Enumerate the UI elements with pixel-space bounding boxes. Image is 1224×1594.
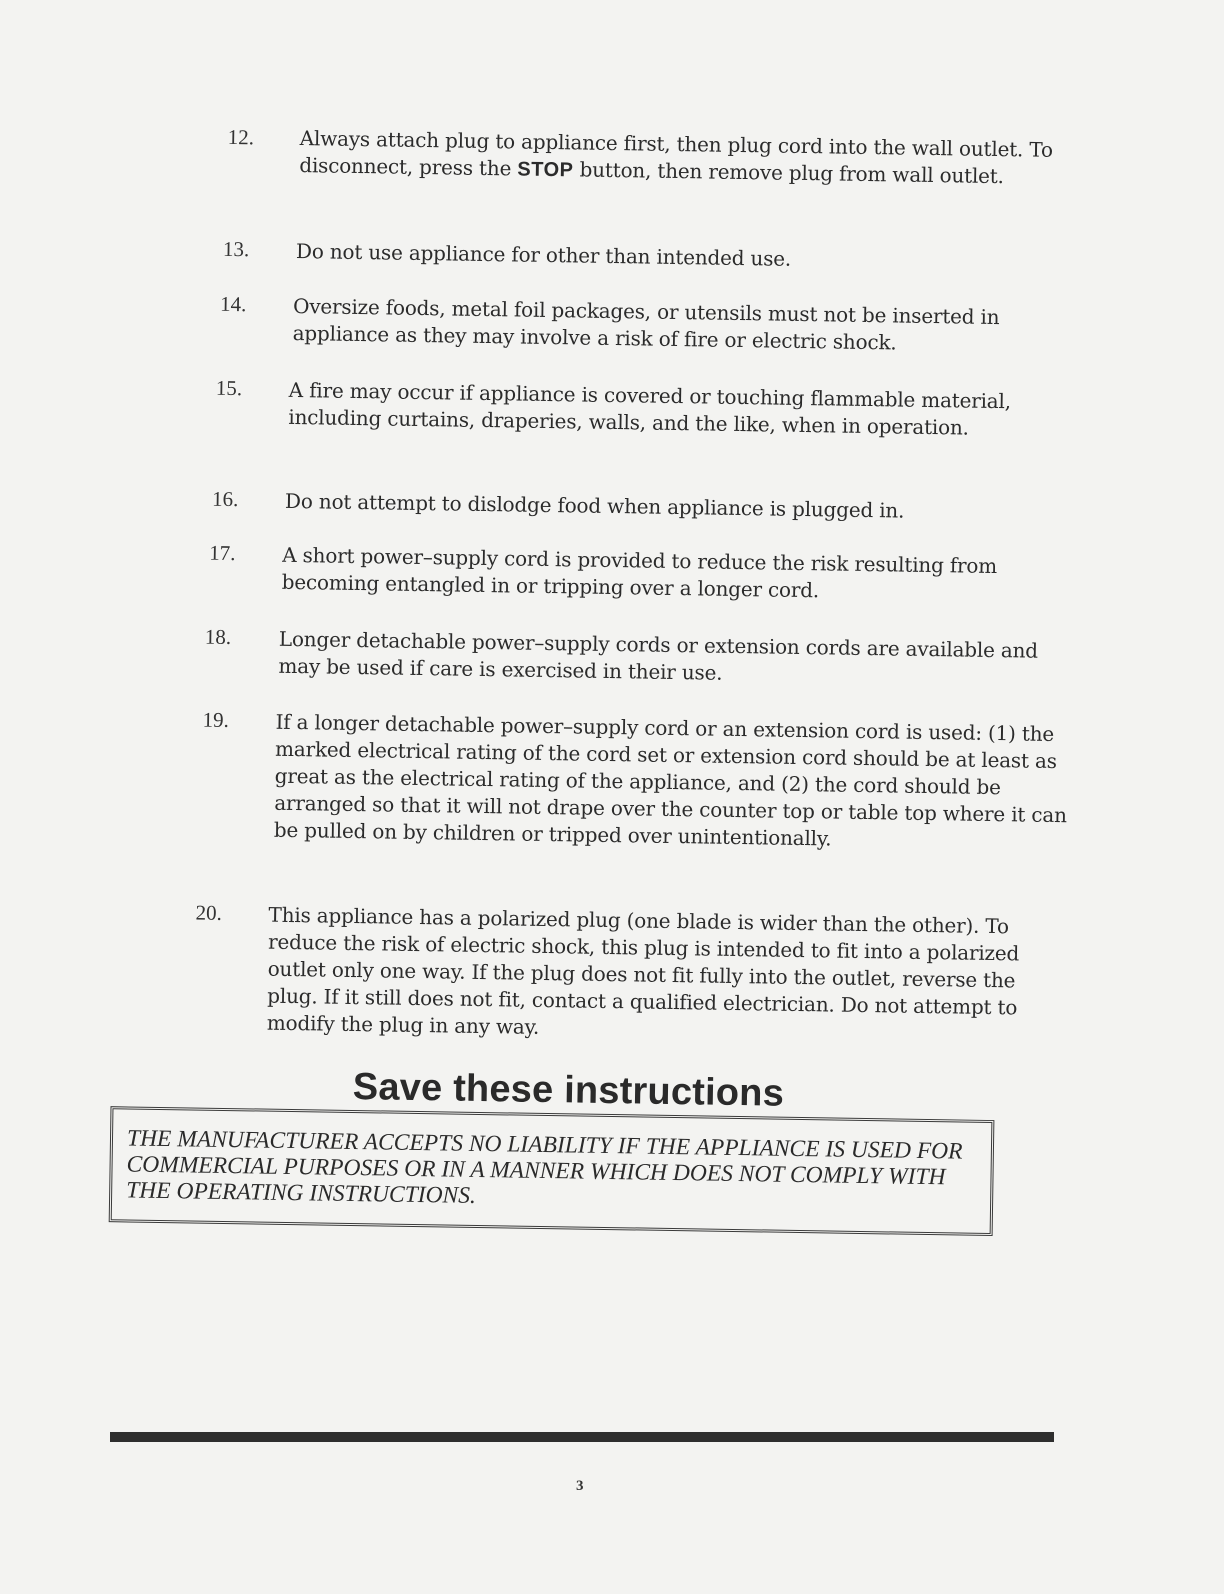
item-text: A short power–supply cord is provided to reduce the risk resulting from becoming entangled in or tripping over a longer cord. (281, 542, 998, 603)
item-text: Longer detachable power–supply cords or extension cords are available and may be used if care is exercised in their use. (278, 626, 1039, 685)
liability-notice-text: THE MANUFACTURER ACCEPTS NO LIABILITY IF THE APPLIANCE IS USED FOR COMMERCIAL PURPOSES OR IN A MANNER WHICH DOES NOT COMPLY WITH THE OPERATING INSTRUCTIONS. (125, 1125, 963, 1209)
item-text: If a longer detachable power–supply cord or an extension cord is used: (1) the marked electrical rating of the cord set or extension cord should be at least as great as the electrical rating of the appliance, and (2) the cord should be arranged so that it will not drape over the counter top or table top where it can be pulled on by children or tripped over unintentionally. (273, 709, 1067, 851)
item-number: 15. (215, 375, 243, 401)
item-number: 20. (195, 900, 223, 925)
item-number: 18. (204, 624, 232, 650)
item-number: 12. (227, 124, 255, 150)
item-number: 17. (209, 540, 236, 566)
item-text: Oversize foods, metal foil packages, or utensils must not be inserted in appliance as they may involve a risk of fire or electric shock. (292, 293, 1000, 355)
item-number: 16. (211, 486, 239, 512)
item-text: A fire may occur if appliance is covered or touching flammable material, including curtains, draperies, walls, and the like, when in operation. (288, 377, 1012, 440)
item-text: Do not attempt to dislodge food when appliance is plugged in. (284, 488, 905, 523)
item-text: This appliance has a polarized plug (one blade is wider than the other). To reduce the risk of electric shock, this plug is intended to fit into a polarized outlet only one way. If the plug does not fit fully into the outlet, reverse the plug. If it still does not fit, contact a qualified electrician. Do not attempt to modify the plug in any way. (266, 902, 1020, 1039)
item-text: Do not use appliance for other than intended use. (295, 238, 792, 271)
item-number: 13. (222, 236, 250, 262)
save-instructions-heading: Save these instructions (352, 1065, 785, 1115)
item-text: Always attach plug to appliance first, then plug cord into the wall outlet. To disconnect, press the STOP button, then remove plug from wall outlet. (299, 126, 1053, 189)
item-number: 14. (219, 291, 247, 317)
item-number: 19. (202, 707, 230, 732)
footer-rule (110, 1432, 1054, 1442)
stop-keyword: STOP (517, 158, 574, 182)
list-item-12 (10, 0, 1224, 189)
page-number: 3 (576, 1478, 584, 1494)
liability-notice-box (109, 1106, 995, 1236)
